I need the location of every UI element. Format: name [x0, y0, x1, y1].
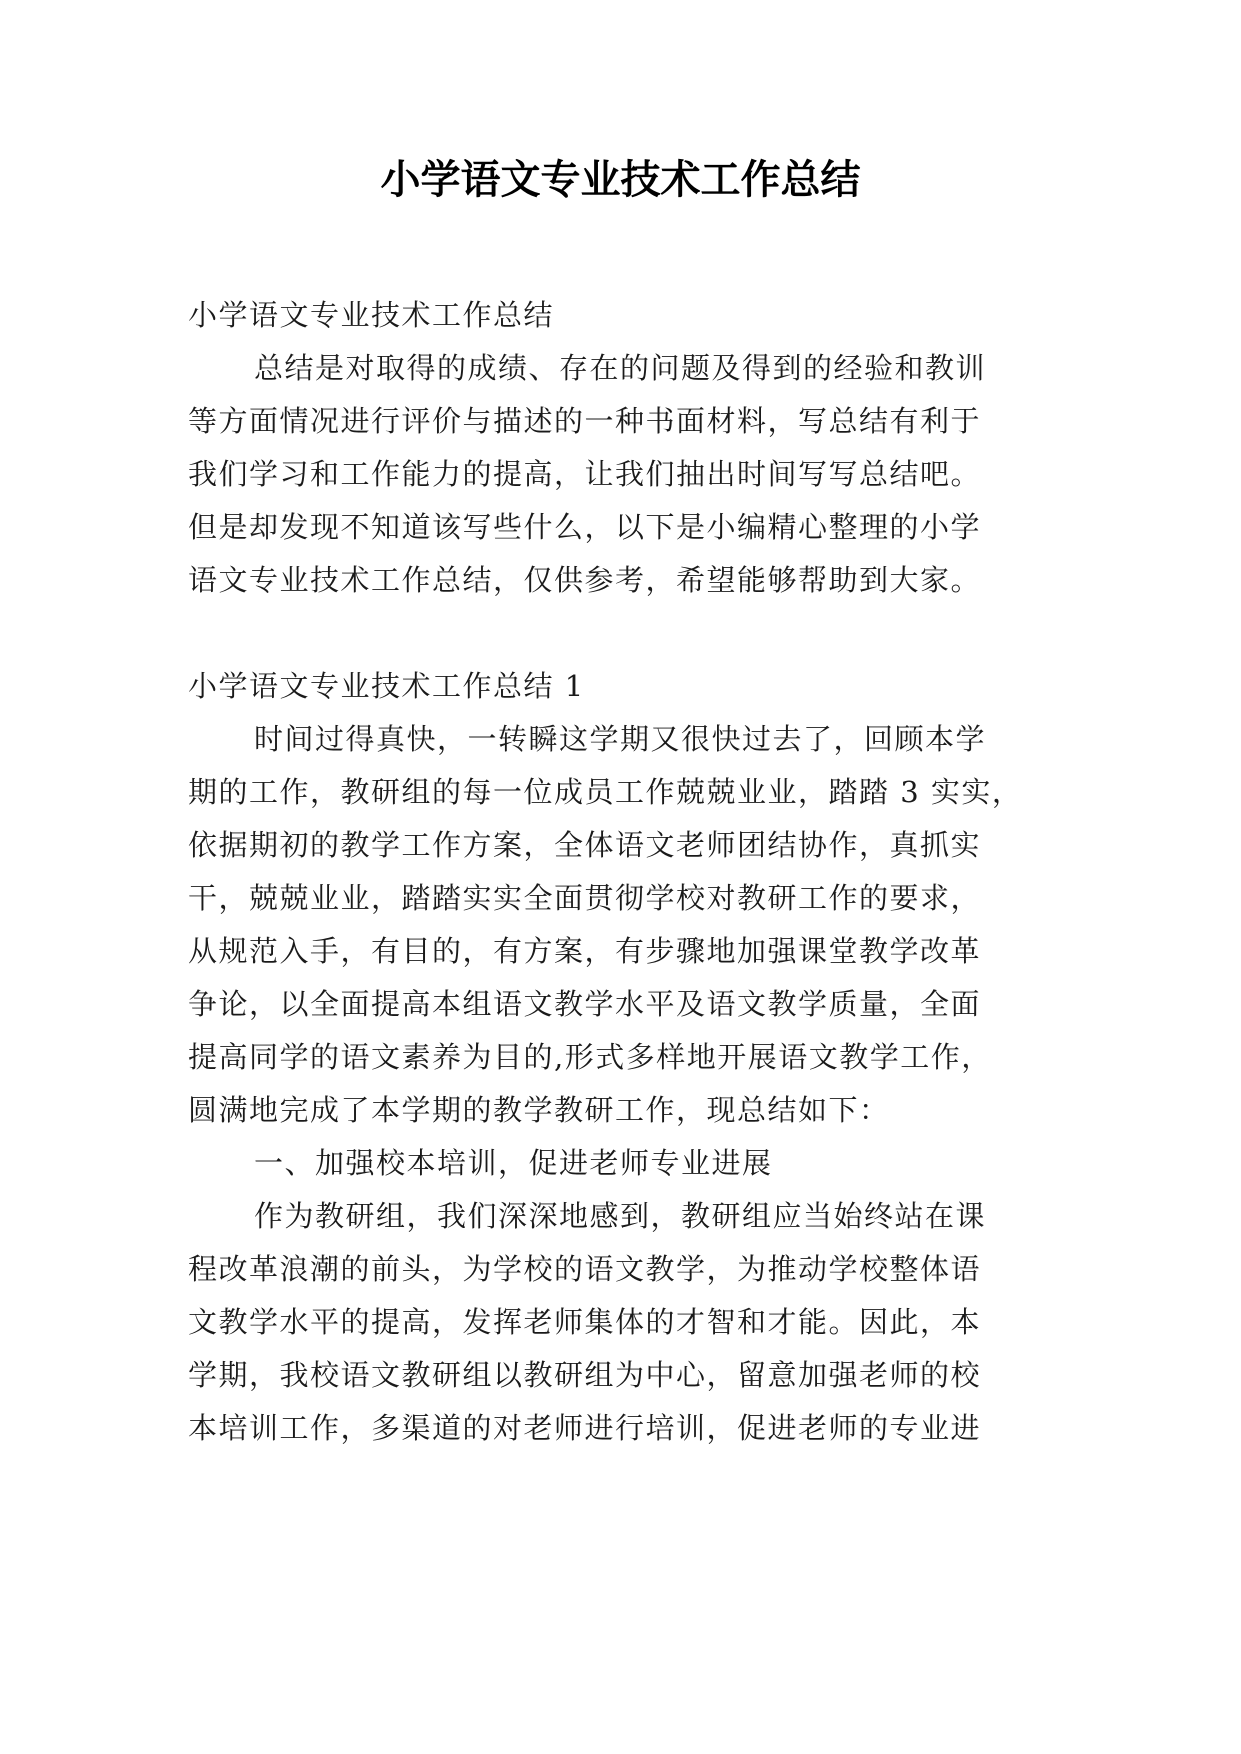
paragraph-line: 总结是对取得的成绩、存在的问题及得到的经验和教训 [254, 351, 987, 385]
document-body [188, 289, 1048, 1455]
intro-heading: 小学语文专业技术工作总结 [188, 298, 555, 332]
paragraph-line: 期的工作，教研组的每一位成员工作兢兢业业，踏踏 3 实实， [188, 775, 1023, 809]
paragraph-line: 但是却发现不知道该写些什么，以下是小编精心整理的小学 [188, 510, 982, 544]
section-spacer [188, 607, 1048, 660]
paragraph-line: 时间过得真快，一转瞬这学期又很快过去了，回顾本学 [254, 722, 987, 756]
paragraph-line: 争论，以全面提高本组语文教学水平及语文教学质量，全面 [188, 987, 982, 1021]
paragraph-line: 语文专业技术工作总结，仅供参考，希望能够帮助到大家。 [188, 563, 982, 597]
intro-paragraph [188, 342, 1048, 607]
section-heading: 小学语文专业技术工作总结 1 [188, 669, 585, 703]
paragraph-line: 学期，我校语文教研组以教研组为中心，留意加强老师的校 [188, 1358, 982, 1392]
paragraph-line: 等方面情况进行评价与描述的一种书面材料，写总结有利于 [188, 404, 982, 438]
paragraph-line: 文教学水平的提高，发挥老师集体的才智和才能。因此，本 [188, 1305, 982, 1339]
paragraph-line: 从规范入手，有目的，有方案，有步骤地加强课堂教学改革 [188, 934, 982, 968]
document-title: 小学语文专业技术工作总结 [380, 157, 861, 203]
paragraph-line: 圆满地完成了本学期的教学教研工作，现总结如下： [188, 1093, 890, 1127]
paragraph-line: 本培训工作，多渠道的对老师进行培训，促进老师的专业进 [188, 1411, 982, 1445]
section-subheading: 一、加强校本培训，促进老师专业进展 [254, 1146, 773, 1180]
paragraph-line: 依据期初的教学工作方案，全体语文老师团结协作，真抓实 [188, 828, 982, 862]
section-paragraph-1 [188, 713, 1048, 1137]
paragraph-line: 作为教研组，我们深深地感到，教研组应当始终站在课 [254, 1199, 987, 1233]
paragraph-line: 干，兢兢业业，踏踏实实全面贯彻学校对教研工作的要求， [188, 881, 982, 915]
paragraph-line: 我们学习和工作能力的提高，让我们抽出时间写写总结吧。 [188, 457, 982, 491]
paragraph-line: 提高同学的语文素养为目的,形式多样地开展语文教学工作， [188, 1040, 992, 1074]
section-paragraph-2 [188, 1190, 1048, 1455]
paragraph-line: 程改革浪潮的前头，为学校的语文教学，为推动学校整体语 [188, 1252, 982, 1286]
